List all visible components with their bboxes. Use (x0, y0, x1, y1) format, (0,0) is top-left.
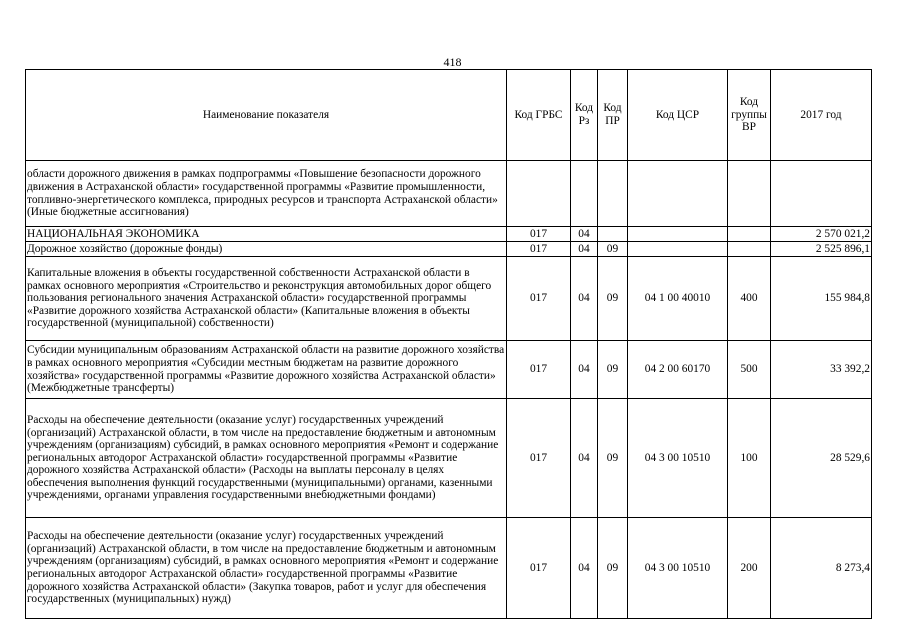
row-name: НАЦИОНАЛЬНАЯ ЭКОНОМИКА (26, 227, 507, 242)
row-amount: 28 529,6 (771, 399, 872, 518)
row-rz: 04 (571, 257, 598, 341)
row-pr: 09 (598, 242, 628, 257)
row-vr: 100 (728, 399, 771, 518)
row-name: области дорожного движения в рамках подпрограммы «Повышение безопасности дорожного движения в Астраханской области» государственной программы «Развитие промышленности, топливно-энергетического комплекса, природных ресурсов и транспорта Астраханской области» (Иные бюджетные ассигнования) (26, 161, 507, 227)
row-csr: 04 1 00 40010 (628, 257, 728, 341)
row-rz (571, 161, 598, 227)
table-row (26, 242, 872, 257)
row-amount: 2 570 021,2 (771, 227, 872, 242)
row-grbs: 017 (507, 399, 571, 518)
row-rz: 04 (571, 242, 598, 257)
row-csr: 04 3 00 10510 (628, 518, 728, 619)
row-pr (598, 161, 628, 227)
header-name: Наименование показателя (26, 70, 507, 161)
header-grbs: Код ГРБС (507, 70, 571, 161)
row-amount: 2 525 896,1 (771, 242, 872, 257)
row-grbs: 017 (507, 257, 571, 341)
header-vr: Код группы ВР (728, 70, 771, 161)
row-rz: 04 (571, 399, 598, 518)
table-row (26, 518, 872, 619)
row-amount (771, 161, 872, 227)
table-row (26, 341, 872, 399)
row-vr: 400 (728, 257, 771, 341)
row-pr: 09 (598, 518, 628, 619)
row-amount: 8 273,4 (771, 518, 872, 619)
row-csr: 04 3 00 10510 (628, 399, 728, 518)
row-vr (728, 161, 771, 227)
row-amount: 33 392,2 (771, 341, 872, 399)
row-csr (628, 227, 728, 242)
header-csr: Код ЦСР (628, 70, 728, 161)
row-grbs: 017 (507, 341, 571, 399)
row-vr (728, 227, 771, 242)
row-rz: 04 (571, 518, 598, 619)
row-grbs: 017 (507, 227, 571, 242)
row-name: Расходы на обеспечение деятельности (оказание услуг) государственных учреждений (организаций) Астраханской области, в том числе на предоставление бюджетным и автономным учреждениям (организациям) субсидий, в рамках основного мероприятия «Ремонт и содержание региональных автодорог Астраханской области» государственной программы «Развитие дорожного хозяйства Астраханской области» (Расходы на выплаты персоналу в целях обеспечения выполнения функций государственными (муниципальными) органами, казенными учреждениями, органами управления государственными внебюджетными фондами) (26, 399, 507, 518)
row-pr: 09 (598, 257, 628, 341)
row-grbs (507, 161, 571, 227)
row-csr: 04 2 00 60170 (628, 341, 728, 399)
page-number: 418 (443, 55, 462, 69)
row-grbs: 017 (507, 242, 571, 257)
table-row (26, 227, 872, 242)
row-vr (728, 242, 771, 257)
row-csr (628, 161, 728, 227)
row-grbs: 017 (507, 518, 571, 619)
header-pr: Код ПР (598, 70, 628, 161)
budget-table (25, 69, 872, 619)
row-name: Дорожное хозяйство (дорожные фонды) (26, 242, 507, 257)
table-row (26, 399, 872, 518)
row-vr: 200 (728, 518, 771, 619)
row-vr: 500 (728, 341, 771, 399)
table-row (26, 161, 872, 227)
row-rz: 04 (571, 341, 598, 399)
row-pr: 09 (598, 399, 628, 518)
row-pr (598, 227, 628, 242)
row-csr (628, 242, 728, 257)
header-rz: Код Рз (571, 70, 598, 161)
row-amount: 155 984,8 (771, 257, 872, 341)
row-name: Субсидии муниципальным образованиям Астраханской области на развитие дорожного хозяйства в рамках основного мероприятия «Субсидии местным бюджетам на развитие дорожного хозяйства» государственной программы «Развитие дорожного хозяйства Астраханской области» (Межбюджетные трансферты) (26, 341, 507, 399)
row-pr: 09 (598, 341, 628, 399)
header-year: 2017 год (771, 70, 872, 161)
row-rz: 04 (571, 227, 598, 242)
table-header-row (26, 70, 872, 161)
row-name: Капитальные вложения в объекты государственной собственности Астраханской области в рамках основного мероприятия «Строительство и реконструкция автомобильных дорог общего пользования регионального значения Астраханской области» государственной программы «Развитие дорожного хозяйства Астраханской области» (Капитальные вложения в объекты государственной (муниципальной) собственности) (26, 257, 507, 341)
row-name: Расходы на обеспечение деятельности (оказание услуг) государственных учреждений (организаций) Астраханской области, в том числе на предоставление бюджетным и автономным учреждениям (организациям) субсидий, в рамках основного мероприятия «Ремонт и содержание региональных автодорог Астраханской области» государственной программы «Развитие дорожного хозяйства Астраханской области» (Закупка товаров, работ и услуг для обеспечения государственных (муниципальных) нужд) (26, 518, 507, 619)
table-row (26, 257, 872, 341)
